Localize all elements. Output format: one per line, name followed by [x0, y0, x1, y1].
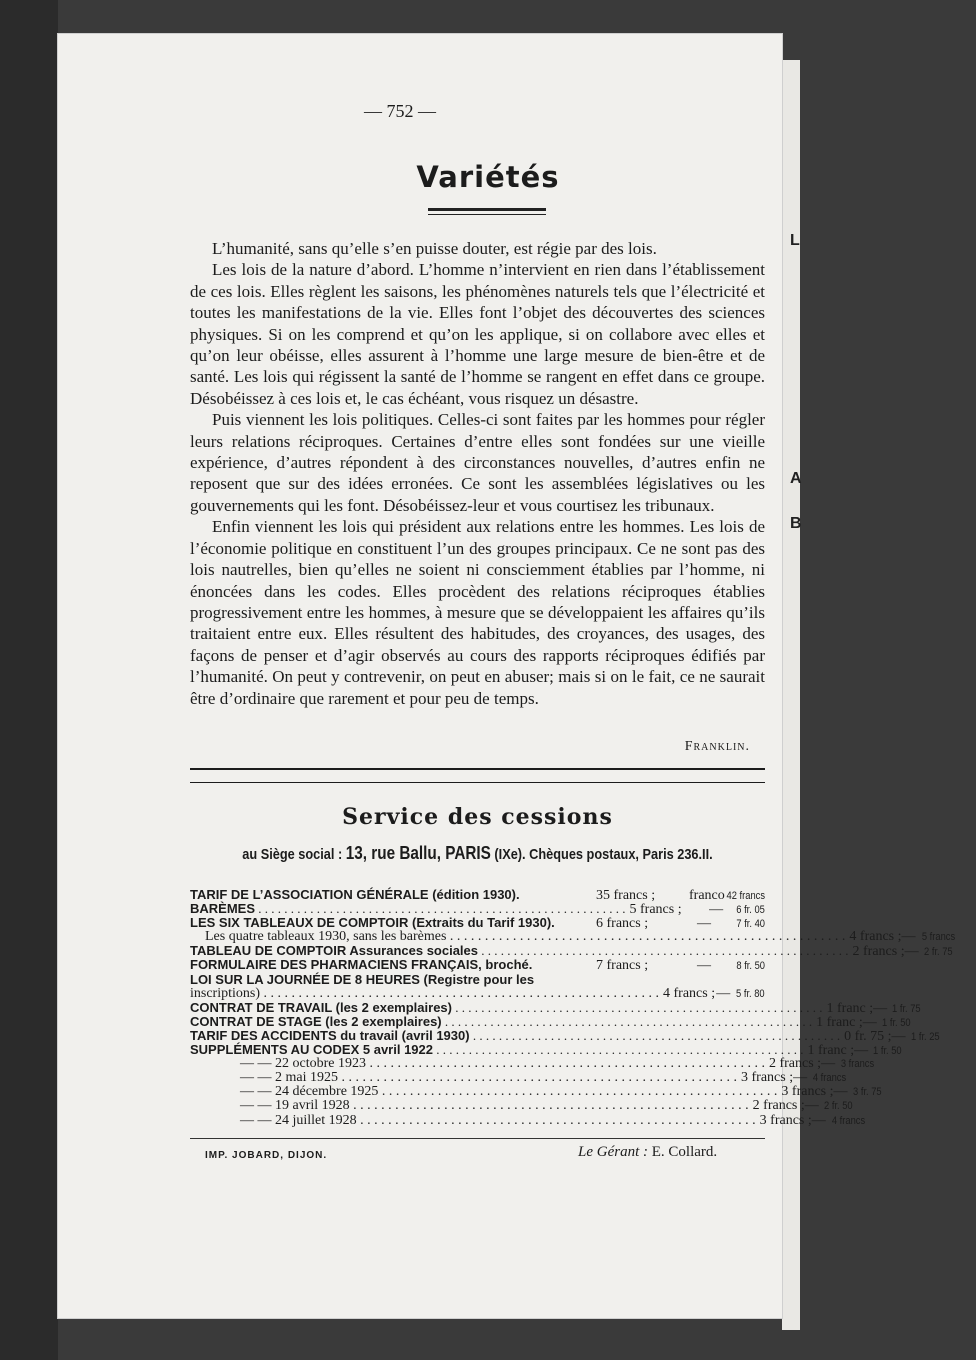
- tarif-row: [190, 902, 765, 916]
- tarif-row: [190, 943, 953, 960]
- tarif-franco-price: 4 francs: [831, 1114, 865, 1127]
- tarif-franco-price: 1 fr. 75: [892, 1002, 921, 1015]
- gerant-line: [578, 1144, 717, 1161]
- siege-prefix: au Siège social :: [242, 846, 343, 863]
- tarif-row: [190, 973, 765, 987]
- tarif-item-label: CONTRAT DE TRAVAIL (les 2 exemplaires) . . .: [190, 1001, 823, 1015]
- tarif-franco-marker: —: [891, 1028, 906, 1044]
- tarif-franco-marker: —: [804, 1098, 819, 1114]
- edge-letter: A: [790, 470, 802, 487]
- service-title: Service des cessions: [342, 804, 613, 830]
- tarif-item-label: inscriptions) . . .: [190, 987, 659, 1001]
- tarif-franco-marker: —: [901, 929, 916, 945]
- tarif-item-label: — — 19 avril 1928 . . .: [190, 1099, 749, 1113]
- footer-separator: [190, 1138, 765, 1139]
- tarif-franco-price: 42 francs: [726, 890, 765, 902]
- tarif-franco-marker: —: [833, 1084, 848, 1100]
- title-underline: [428, 208, 546, 211]
- siege-arrondissement: (IXe).: [494, 846, 526, 863]
- tarif-franco-price: 4 francs: [812, 1072, 847, 1085]
- tarif-price: 2 francs ;: [752, 1098, 805, 1114]
- tarif-franco-price: 1 fr. 50: [881, 1016, 911, 1029]
- signature: Franklin.: [684, 739, 750, 754]
- tarif-row: [190, 916, 765, 930]
- tarif-row: [190, 1013, 911, 1030]
- tarif-franco-price: 1 fr. 50: [873, 1045, 902, 1058]
- paragraph: L’humanité, sans qu’elle s’en puisse douter, est régie par des lois.: [212, 239, 657, 258]
- tarif-price: 2 francs ;: [852, 944, 905, 960]
- tarif-price: 2 francs ;: [768, 1056, 822, 1072]
- tarif-franco-price: 5 fr. 80: [736, 987, 765, 1000]
- tarif-row: [190, 1056, 875, 1072]
- tarif-franco-marker: —: [854, 1043, 869, 1059]
- tarif-franco-marker: —: [709, 902, 724, 918]
- gerant-name: E. Collard.: [651, 1144, 718, 1160]
- tarif-price: 0 fr. 75 ;: [844, 1028, 892, 1044]
- tarif-franco-price: 3 francs: [840, 1058, 875, 1071]
- tarif-item-label: — — 24 décembre 1925 . . .: [190, 1085, 777, 1099]
- tarif-price: 1 franc ;: [807, 1043, 855, 1059]
- tarif-price: 3 francs ;: [741, 1070, 794, 1086]
- tarif-row: [190, 1027, 940, 1044]
- tarif-franco-marker: —: [697, 916, 711, 932]
- tarif-item-label: — — 22 octobre 1923 . . .: [190, 1057, 765, 1071]
- tarif-row: [190, 958, 765, 972]
- tarif-item-label: SUPPLÉMENTS AU CODEX 5 avril 1922 . . .: [190, 1043, 804, 1057]
- article-body: [190, 238, 765, 709]
- tarif-franco-price: 7 fr. 40: [736, 918, 765, 931]
- tarif-item-label: TARIF DES ACCIDENTS du travail (avril 1930) . . .: [190, 1029, 840, 1043]
- tarif-row: [190, 1042, 902, 1059]
- tarif-row: [190, 1084, 882, 1100]
- tarif-item-label: TARIF DE L’ASSOCIATION GÉNÉRALE (édition 1930).: [190, 887, 520, 902]
- tarif-price: 1 franc ;: [816, 1014, 863, 1030]
- tarif-row: [190, 987, 765, 1001]
- tarif-franco-price: 5 francs: [921, 931, 955, 944]
- tarif-price: 6 francs ;: [596, 916, 649, 932]
- siege-address: 13, rue Ballu, PARIS: [345, 843, 491, 863]
- tarif-franco-price: 3 fr. 75: [852, 1086, 882, 1099]
- tarif-row: [190, 1070, 847, 1086]
- tarif-franco-price: 8 fr. 50: [736, 960, 765, 973]
- tarif-franco-marker: —: [811, 1112, 826, 1128]
- gerant-label: Le Gérant :: [578, 1144, 648, 1160]
- paragraph: Enfin viennent les lois qui président aux relations entre les hommes. Les lois de l’économie politique en constituent l’un des groupes principaux. Ce ne sont pas des lois nautrelles, bien qu’elles ne soient ni consciemment établies par l’homme, ni énoncées dans les codes. Elles procèdent des relations réciproques établies progressivement entre les hommes, à mesure que se développaient les affaires qu’ils traitaient entre eux. Elles résultent des habitudes, des croyances, des usages, des façons de penser et d’agir observés au cours des rapports réciproques édifiés par l’humanité. On peut y contrevenir, on peut en abuser; mais si on le fait, ce ne saurait être d’ordinaire que rarement et pour peu de temps.: [190, 517, 765, 708]
- tarif-row: [190, 1098, 853, 1114]
- tarif-item-label: — — 24 juillet 1928 . . .: [190, 1114, 756, 1128]
- adjacent-page-edge: [782, 60, 800, 1330]
- printer-imprint: IMP. JOBARD, DIJON.: [205, 1150, 328, 1161]
- tarif-item-label: Les quatre tableaux 1930, sans les barèmes . . .: [190, 930, 845, 944]
- tarif-item-label: CONTRAT DE STAGE (les 2 exemplaires) . . .: [190, 1015, 812, 1029]
- tarif-item-label: LES SIX TABLEAUX DE COMPTOIR (Extraits du Tarif 1930).: [190, 915, 555, 931]
- paragraph: Puis viennent les lois politiques. Celles-ci sont faites par les hommes pour régler leurs relations réciproques. Certaines d’entre elles sont fondées sur une vieille expérience, d’autres répondent à des circonstances nouvelles, d’autres enfin ne reposent que sur des idées erronées. Ce sont les assemblées législatives ou les gouvernements qui les font. Désobéissez-leur et vous courtisez les tribunaux.: [190, 410, 765, 515]
- tarif-row: [190, 929, 955, 945]
- tarif-franco-price: 2 fr. 75: [923, 946, 953, 959]
- tarif-price: 3 francs ;: [759, 1112, 812, 1128]
- tarif-franco-price: 6 fr. 05: [736, 904, 765, 917]
- tarif-list: [190, 887, 955, 1128]
- edge-letter: B: [790, 515, 802, 532]
- tarif-row: [190, 1112, 865, 1128]
- title-underline-thin: [428, 214, 546, 215]
- tarif-franco-price: 2 fr. 50: [823, 1100, 853, 1113]
- page-number: — 752 —: [364, 101, 436, 121]
- tarif-row: [190, 999, 921, 1016]
- tarif-franco-marker: —: [716, 985, 731, 1001]
- tarif-item-label: BARÈMES . . .: [190, 902, 626, 916]
- section-title: Variétés: [416, 160, 560, 194]
- section-separator: [190, 768, 765, 770]
- scan-backdrop: [0, 0, 58, 1360]
- tarif-franco-marker: —: [862, 1014, 877, 1030]
- tarif-price: 3 francs ;: [781, 1084, 834, 1100]
- tarif-item-label: TABLEAU DE COMPTOIR Assurances sociales . . .: [190, 944, 849, 958]
- tarif-franco-price: 1 fr. 25: [910, 1030, 940, 1043]
- siege-line: [233, 843, 722, 864]
- tarif-item-label: — — 2 mai 1925 . . .: [190, 1071, 737, 1085]
- tarif-price: 4 francs ;: [849, 929, 902, 945]
- tarif-row: [190, 888, 765, 902]
- tarif-item-label: FORMULAIRE DES PHARMACIENS FRANÇAIS, broché.: [190, 957, 533, 973]
- tarif-franco-marker: —: [904, 944, 919, 960]
- tarif-price: 1 franc ;: [826, 1000, 874, 1016]
- tarif-franco-marker: —: [793, 1070, 808, 1086]
- section-separator-thin: [190, 782, 765, 783]
- tarif-price: 5 francs ;: [629, 902, 682, 918]
- tarif-franco-marker: —: [697, 958, 711, 974]
- tarif-price: 4 francs ;: [663, 985, 716, 1001]
- edge-letter: L: [790, 232, 800, 249]
- tarif-franco-marker: —: [821, 1056, 836, 1072]
- tarif-price: 35 francs ;: [596, 888, 656, 903]
- tarif-price: 7 francs ;: [596, 958, 649, 974]
- tarif-franco-marker: —: [873, 1000, 888, 1016]
- paragraph: Les lois de la nature d’abord. L’homme n’intervient en rien dans l’établissement de ces lois. Elles règlent les saisons, les phénomènes naturels tels que l’électricité et toutes les manifestations de la vie. Elles font l’objet des découvertes des sciences physiques. Si on les comprend et qu’on les applique, si on collabore avec elles et qu’on leur obéisse, elles assurent à l’homme une large mesure de bien-être et de santé. Les lois qui régissent la santé de l’homme se rangent en effet dans ce groupe. Désobéissez à ces lois et, le cas échéant, vous risquez un désastre.: [190, 260, 765, 408]
- tarif-item-label: LOI SUR LA JOURNÉE DE 8 HEURES (Registre pour les: [190, 971, 535, 987]
- siege-cheques: Chèques postaux, Paris 236.II.: [529, 846, 713, 863]
- tarif-franco-marker: franco: [689, 888, 725, 903]
